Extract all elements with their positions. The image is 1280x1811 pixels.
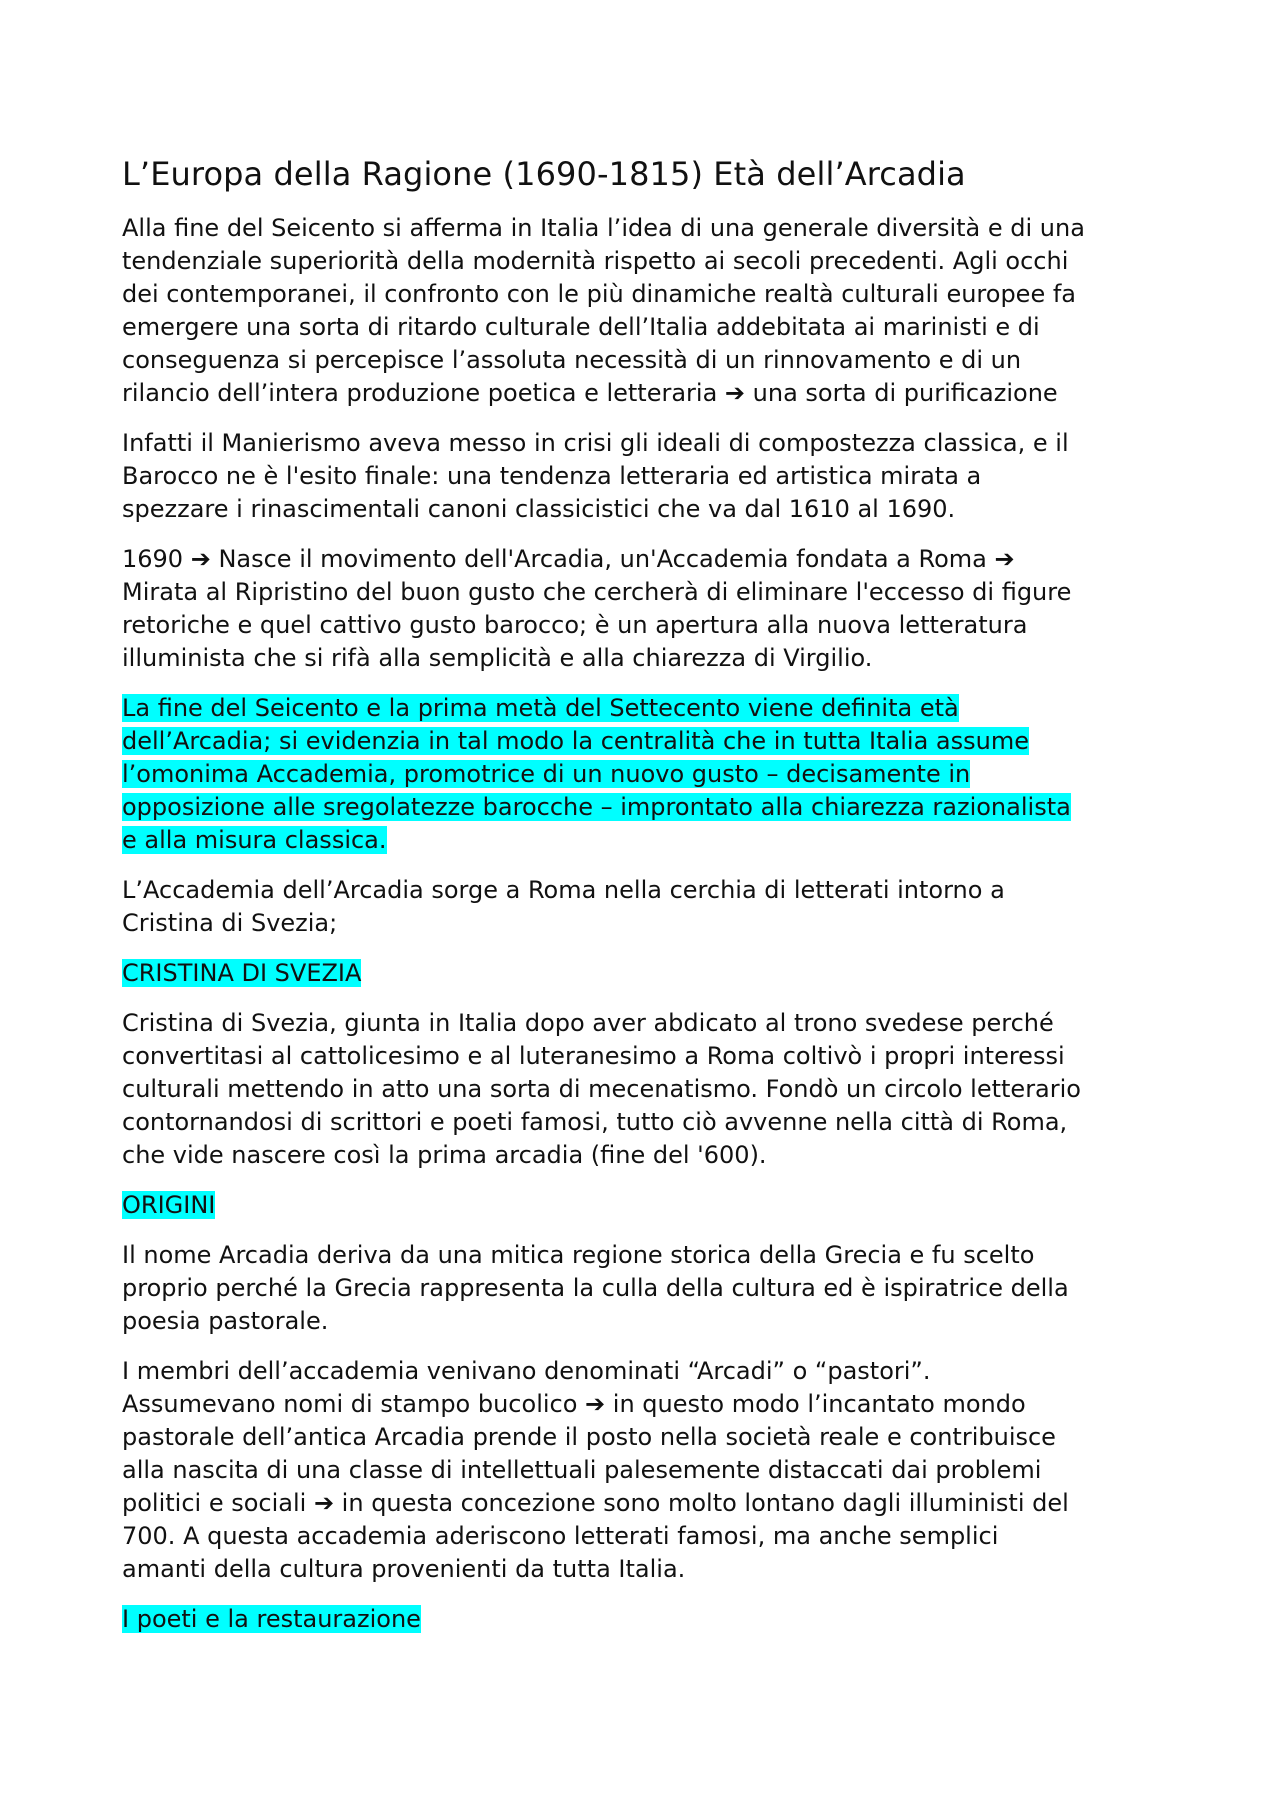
highlighted-heading: ORIGINI bbox=[122, 1191, 216, 1219]
highlighted-text: La fine del Seicento e la prima metà del Settecento viene definita età dell’Arcadia; si evidenzia in tal modo la centralità che in tutta Italia assume l’omonima Accademia, promotrice di un nuovo gusto – decisamente in opposizione alle sregolatezze barocche – improntato alla chiarezza razionalista e alla misura classica. bbox=[122, 694, 1071, 854]
paragraph-cristina: Cristina di Svezia, giunta in Italia dopo aver abdicato al trono svedese perché convertitasi al cattolicesimo e al luteranesimo a Roma coltivò i propri interessi culturali mettendo in atto una sorta di mecenatismo. Fondò un circolo letterario contornandosi di scrittori e poeti famosi, tutto ciò avvenne nella città di Roma, che vide nascere così la prima arcadia (fine del '600). bbox=[122, 1009, 1081, 1169]
section-heading-origini bbox=[122, 1189, 1172, 1222]
paragraph-accademia-roma: L’Accademia dell’Arcadia sorge a Roma nella cerchia di letterati intorno a Cristina di Svezia; bbox=[122, 876, 1005, 937]
paragraph-membri: I membri dell’accademia venivano denominati “Arcadi” o “pastori”. Assumevano nomi di stampo bucolico ➔ in questo modo l’incantato mondo pastorale dell’antica Arcadia prende il posto nella società reale e contribuisce alla nascita di una classe di intellettuali palesemente distaccati dai problemi politici e sociali ➔ in questa concezione sono molto lontano dagli illuministi del 700. A questa accademia aderiscono letterati famosi, ma anche semplici amanti della cultura provenienti da tutta Italia. bbox=[122, 1357, 1069, 1583]
paragraph-intro: Alla fine del Seicento si afferma in Italia l’idea di una generale diversità e di una tendenziale superiorità della modernità rispetto ai secoli precedenti. Agli occhi dei contemporanei, il confronto con le più dinamiche realtà culturali europee fa emergere una sorta di ritardo culturale dell’Italia addebitata ai marinisti e di conseguenza si percepisce l’assoluta necessità di un rinnovamento e di un rilancio dell’intera produzione poetica e letteraria ➔ una sorta di purificazione bbox=[122, 214, 1085, 407]
paragraph-highlighted-eta-arcadia bbox=[122, 692, 1172, 857]
document-title: L’Europa della Ragione (1690-1815) Età dell’Arcadia bbox=[122, 155, 966, 193]
highlighted-heading: CRISTINA DI SVEZIA bbox=[122, 959, 362, 987]
section-heading-cristina bbox=[122, 957, 1172, 990]
highlighted-heading: I poeti e la restaurazione bbox=[122, 1605, 421, 1633]
paragraph-nome-arcadia: Il nome Arcadia deriva da una mitica regione storica della Grecia e fu scelto proprio perché la Grecia rappresenta la culla della cultura ed è ispiratrice della poesia pastorale. bbox=[122, 1241, 1069, 1335]
paragraph-manierismo: Infatti il Manierismo aveva messo in crisi gli ideali di compostezza classica, e il Barocco ne è l'esito finale: una tendenza letteraria ed artistica mirata a spezzare i rinascimentali canoni classicistici che va dal 1610 al 1690. bbox=[122, 429, 1069, 523]
section-heading-poeti bbox=[122, 1603, 1172, 1636]
document-page bbox=[122, 150, 1172, 1653]
paragraph-arcadia-1690: 1690 ➔ Nasce il movimento dell'Arcadia, un'Accademia fondata a Roma ➔ Mirata al Ripristino del buon gusto che cercherà di eliminare l'eccesso di figure retoriche e quel cattivo gusto barocco; è un apertura alla nuova letteratura illuminista che si rifà alla semplicità e alla chiarezza di Virgilio. bbox=[122, 545, 1072, 672]
